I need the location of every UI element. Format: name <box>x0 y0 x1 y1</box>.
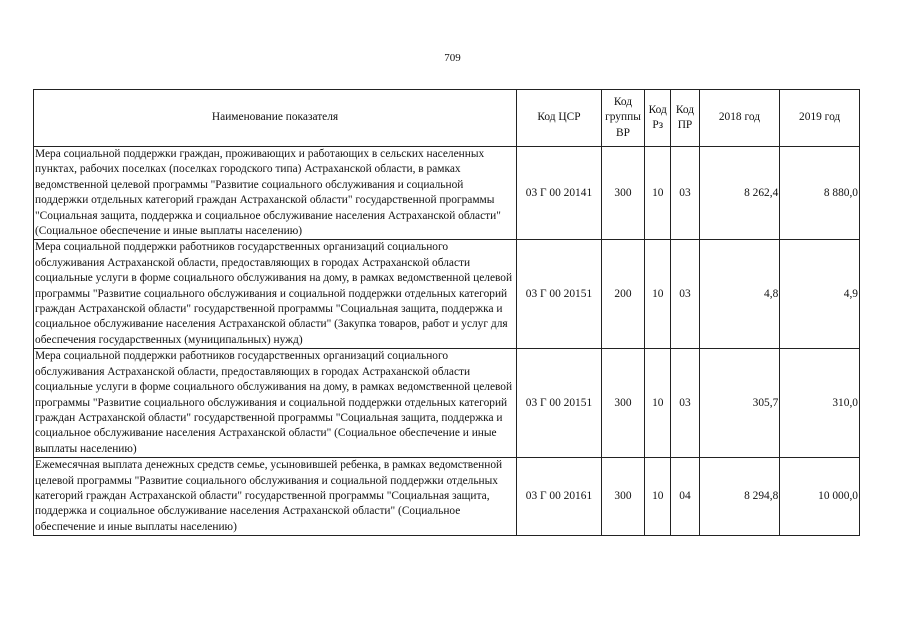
budget-table <box>33 89 860 536</box>
row-csr: 03 Г 00 20161 <box>517 458 602 536</box>
row-rz: 10 <box>645 458 671 536</box>
row-csr: 03 Г 00 20151 <box>517 349 602 458</box>
row-name: Мера социальной поддержки работников государственных организаций социального обслуживания Астраханской области, предоставляющих в городах Астраханской области социальные услуги в форме социального обслуживания на дому, в рамках ведомственной целевой программы "Развитие социального обслуживания и социальной поддержки отдельных категорий граждан Астраханской области" государственной программы "Социальная защита, поддержка и социальное обслуживание населения Астраханской области" (Социальное обеспечение и иные выплаты населению) <box>34 349 517 458</box>
row-name: Мера социальной поддержки граждан, проживающих и работающих в сельских населенных пунктах, рабочих поселках (поселках городского типа) Астраханской области, в рамках ведомственной целевой программы "Развитие социального обслуживания и социальной поддержки отдельных категорий граждан Астраханской области" государственной программы "Социальная защита, поддержка и социальное обслуживание населения Астраханской области" (Социальное обеспечение и иные выплаты населению) <box>34 147 517 240</box>
row-2018: 8 294,8 <box>699 458 780 536</box>
row-vr: 200 <box>601 240 644 349</box>
row-2019: 4,9 <box>780 240 860 349</box>
row-vr: 300 <box>601 147 644 240</box>
row-name: Мера социальной поддержки работников государственных организаций социального обслуживания Астраханской области, предоставляющих в городах Астраханской области социальные услуги в форме социального обслуживания на дому, в рамках ведомственной целевой программы "Развитие социального обслуживания и социальной поддержки отдельных категорий граждан Астраханской области" государственной программы "Социальная защита, поддержка и социальное обслуживание населения Астраханской области" (Закупка товаров, работ и услуг для обеспечения государственных (муниципальных) нужд) <box>34 240 517 349</box>
row-pr: 04 <box>671 458 699 536</box>
row-vr: 300 <box>601 458 644 536</box>
table-row <box>34 458 860 536</box>
header-vr: Код группы ВР <box>601 90 644 147</box>
row-2018: 305,7 <box>699 349 780 458</box>
row-2019: 10 000,0 <box>780 458 860 536</box>
row-2019: 8 880,0 <box>780 147 860 240</box>
row-rz: 10 <box>645 349 671 458</box>
row-pr: 03 <box>671 147 699 240</box>
header-rz: Код Рз <box>645 90 671 147</box>
row-2018: 4,8 <box>699 240 780 349</box>
row-csr: 03 Г 00 20151 <box>517 240 602 349</box>
row-vr: 300 <box>601 349 644 458</box>
table-body <box>34 147 860 536</box>
table-row <box>34 147 860 240</box>
table-row <box>34 240 860 349</box>
row-csr: 03 Г 00 20141 <box>517 147 602 240</box>
row-pr: 03 <box>671 349 699 458</box>
row-name: Ежемесячная выплата денежных средств семье, усыновившей ребенка, в рамках ведомственной целевой программы "Развитие социального обслуживания и социальной поддержки отдельных категорий граждан Астраханской области" государственной программы "Социальная защита, поддержка и социальное обслуживание населения Астраханской области" (Социальное обеспечение и иные выплаты населению) <box>34 458 517 536</box>
page-number: 709 <box>444 52 461 64</box>
row-pr: 03 <box>671 240 699 349</box>
table-header <box>34 90 860 147</box>
row-2018: 8 262,4 <box>699 147 780 240</box>
table-row <box>34 349 860 458</box>
row-rz: 10 <box>645 147 671 240</box>
header-pr: Код ПР <box>671 90 699 147</box>
header-csr: Код ЦСР <box>517 90 602 147</box>
header-row <box>34 90 860 147</box>
header-2019: 2019 год <box>780 90 860 147</box>
header-2018: 2018 год <box>699 90 780 147</box>
row-2019: 310,0 <box>780 349 860 458</box>
row-rz: 10 <box>645 240 671 349</box>
header-name: Наименование показателя <box>34 90 517 147</box>
